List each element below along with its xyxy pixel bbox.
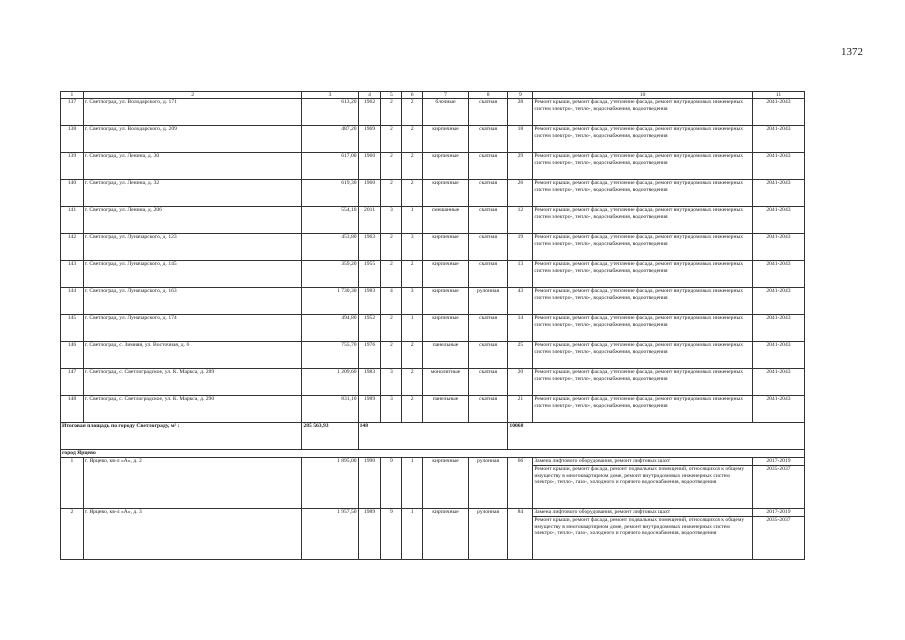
walls-cell: кирпичные — [423, 180, 469, 207]
entrances-cell: 2 — [402, 261, 423, 288]
table-row — [61, 369, 805, 396]
row-number: 1 — [61, 458, 84, 509]
year-cell: 1989 — [358, 509, 381, 560]
entrances-cell: 2 — [402, 99, 423, 126]
works-cell: Ремонт крыши, ремонт фасада, утепление фасада, ремонт внутридомовых инженерных систем электро-, тепло-, водоснабжения, водоотведения — [533, 261, 753, 288]
walls-cell: кирпичные — [423, 234, 469, 261]
apartments-cell: 20 — [508, 369, 533, 396]
apartments-cell: 18 — [508, 126, 533, 153]
floors-cell: 2 — [381, 261, 402, 288]
apartments-cell: 29 — [508, 153, 533, 180]
entrances-cell: 2 — [402, 180, 423, 207]
roof-cell: скатная — [468, 315, 508, 342]
area-cell: 1 209,60 — [302, 369, 358, 396]
city-heading: город Ярцево — [61, 450, 805, 458]
works-cell: Ремонт крыши, ремонт фасада, утепление фасада, ремонт внутридомовых инженерных систем электро-, тепло-, водоснабжения, водоотведения — [533, 153, 753, 180]
apartments-cell: 25 — [508, 342, 533, 369]
address-cell: г. Светлоград, ул. Луначарского, д. 123 — [83, 234, 302, 261]
period-cell: 2017-2019 — [752, 509, 804, 517]
address-cell: г. Светлоград, ул. Ленина, д. 206 — [83, 207, 302, 234]
row-number: 139 — [61, 153, 84, 180]
column-number: 4 — [358, 92, 381, 99]
entrances-cell: 3 — [402, 234, 423, 261]
walls-cell: смешанные — [423, 207, 469, 234]
row-number: 140 — [61, 180, 84, 207]
total-row — [61, 423, 805, 450]
column-number: 5 — [381, 92, 402, 99]
address-cell: г. Светлоград, ул. Ленина, д. 32 — [83, 180, 302, 207]
entrances-cell: 2 — [402, 153, 423, 180]
roof-cell: скатная — [468, 180, 508, 207]
area-cell: 619,30 — [302, 180, 358, 207]
column-number: 10 — [533, 92, 753, 99]
period-cell: 2041-2043 — [752, 315, 804, 342]
period-cell: 2041-2043 — [752, 288, 804, 315]
address-cell: г. Светлоград, ул. Володарского, д. 209 — [83, 126, 302, 153]
area-cell: 1 957,50 — [302, 509, 358, 560]
roof-cell: скатная — [468, 153, 508, 180]
row-number: 2 — [61, 509, 84, 560]
walls-cell: кирпичные — [423, 458, 469, 509]
floors-cell: 9 — [381, 458, 402, 509]
table-row — [61, 126, 805, 153]
row-number: 142 — [61, 234, 84, 261]
walls-cell: кирпичные — [423, 315, 469, 342]
address-cell: г. Светлоград, с. Светлоградское, ул. К. Маркса, д. 290 — [83, 396, 302, 423]
row-number: 148 — [61, 396, 84, 423]
row-number: 147 — [61, 369, 84, 396]
year-cell: 1990 — [358, 458, 381, 509]
walls-cell: панельные — [423, 396, 469, 423]
column-number: 11 — [752, 92, 804, 99]
address-cell: г. Ярцево, кв-л «А», д. 2 — [83, 458, 302, 509]
floors-cell: 3 — [381, 396, 402, 423]
year-cell: 1983 — [358, 369, 381, 396]
works-cell: Ремонт крыши, ремонт фасада, ремонт подвальных помещений, относящихся к общему имуществу в многоквартирном доме, ремонт внутридомовых инженерных систем электро-, тепло-, газо-, холодного и горячего водоснабжения, водоотведения — [533, 466, 753, 509]
floors-cell: 3 — [381, 207, 402, 234]
apartments-cell: 84 — [508, 509, 533, 560]
area-cell: 1 730,30 — [302, 288, 358, 315]
walls-cell: кирпичные — [423, 153, 469, 180]
works-cell: Ремонт крыши, ремонт фасада, утепление фасада, ремонт внутридомовых инженерных систем электро-, тепло-, водоснабжения, водоотведения — [533, 207, 753, 234]
entrances-cell: 1 — [402, 458, 423, 509]
works-cell: Ремонт крыши, ремонт фасада, утепление фасада, ремонт внутридомовых инженерных систем электро-, тепло-, водоснабжения, водоотведения — [533, 315, 753, 342]
floors-cell: 2 — [381, 153, 402, 180]
roof-cell: скатная — [468, 207, 508, 234]
entrances-cell: 2 — [402, 369, 423, 396]
apartments-cell: 13 — [508, 261, 533, 288]
column-number: 6 — [402, 92, 423, 99]
column-number: 9 — [508, 92, 533, 99]
period-cell: 2041-2043 — [752, 207, 804, 234]
total-label: Итоговая площадь по городу Светлограду, м² : — [61, 423, 302, 450]
year-cell: 1989 — [358, 396, 381, 423]
roof-cell: скатная — [468, 234, 508, 261]
floors-cell: 2 — [381, 315, 402, 342]
year-cell: 1952 — [358, 315, 381, 342]
year-cell: 1963 — [358, 234, 381, 261]
works-cell: Ремонт крыши, ремонт фасада, утепление фасада, ремонт внутридомовых инженерных систем электро-, тепло-, водоснабжения, водоотведения — [533, 180, 753, 207]
apartments-cell: 14 — [508, 315, 533, 342]
year-cell: 1969 — [358, 126, 381, 153]
entrances-cell: 2 — [402, 342, 423, 369]
total-apartments: 10068 — [508, 423, 805, 450]
total-count: 148 — [358, 423, 508, 450]
floors-cell: 2 — [381, 180, 402, 207]
address-cell: г. Светлоград, ул. Ленина, д. 30 — [83, 153, 302, 180]
table-row — [61, 342, 805, 369]
walls-cell: кирпичные — [423, 126, 469, 153]
entrances-cell: 1 — [402, 509, 423, 560]
table-row — [61, 458, 805, 466]
roof-cell: рулонная — [468, 509, 508, 560]
apartments-cell: 21 — [508, 396, 533, 423]
period-cell: 2041-2043 — [752, 180, 804, 207]
table-row — [61, 207, 805, 234]
period-cell: 2041-2043 — [752, 126, 804, 153]
housing-registry-table — [60, 91, 805, 560]
year-cell: 1962 — [358, 99, 381, 126]
area-cell: 755,70 — [302, 342, 358, 369]
area-cell: 453,80 — [302, 234, 358, 261]
works-cell: Ремонт крыши, ремонт фасада, утепление фасада, ремонт внутридомовых инженерных систем электро-, тепло-, водоснабжения, водоотведения — [533, 396, 753, 423]
roof-cell: скатная — [468, 126, 508, 153]
year-cell: 1960 — [358, 180, 381, 207]
year-cell: 1955 — [358, 261, 381, 288]
apartments-cell: 66 — [508, 458, 533, 509]
table-row — [61, 153, 805, 180]
address-cell: г. Светлоград, с. Зимняя, ул. Восточная, д. 6 — [83, 342, 302, 369]
page-number: 1372 — [841, 46, 863, 58]
table-row — [61, 396, 805, 423]
table-row — [61, 261, 805, 288]
address-cell: г. Ярцево, кв-л «А», д. 3 — [83, 509, 302, 560]
apartments-cell: 26 — [508, 180, 533, 207]
walls-cell: кирпичные — [423, 261, 469, 288]
roof-cell: скатная — [468, 369, 508, 396]
area-cell: 487,20 — [302, 126, 358, 153]
year-cell: 1976 — [358, 342, 381, 369]
column-number: 7 — [423, 92, 469, 99]
column-number: 8 — [468, 92, 508, 99]
row-number: 144 — [61, 288, 84, 315]
row-number: 141 — [61, 207, 84, 234]
works-cell: Ремонт крыши, ремонт фасада, ремонт подвальных помещений, относящихся к общему имуществу в многоквартирном доме, ремонт внутридомовых инженерных систем электро-, тепло-, газо-, холодного и горячего водоснабжения, водоотведения — [533, 517, 753, 560]
total-area: 285 563,93 — [302, 423, 358, 450]
floors-cell: 2 — [381, 99, 402, 126]
works-cell: Ремонт крыши, ремонт фасада, утепление фасада, ремонт внутридомовых инженерных систем электро-, тепло-, водоснабжения, водоотведения — [533, 369, 753, 396]
row-number: 143 — [61, 261, 84, 288]
floors-cell: 3 — [381, 369, 402, 396]
city-heading-row — [61, 450, 805, 458]
table-row — [61, 315, 805, 342]
table-row — [61, 509, 805, 517]
column-number: 2 — [83, 92, 302, 99]
walls-cell: кирпичные — [423, 288, 469, 315]
entrances-cell: 2 — [402, 396, 423, 423]
year-cell: 1960 — [358, 153, 381, 180]
works-cell: Замена лифтового оборудования, ремонт лифтовых шахт — [533, 458, 753, 466]
row-number: 137 — [61, 99, 84, 126]
roof-cell: скатная — [468, 99, 508, 126]
apartments-cell: 43 — [508, 288, 533, 315]
roof-cell: рулонная — [468, 458, 508, 509]
apartments-cell: 12 — [508, 207, 533, 234]
area-cell: 831,10 — [302, 396, 358, 423]
column-number: 1 — [61, 92, 84, 99]
table-row — [61, 99, 805, 126]
walls-cell: монолитные — [423, 369, 469, 396]
table-row — [61, 180, 805, 207]
area-cell: 554,10 — [302, 207, 358, 234]
area-cell: 613,20 — [302, 99, 358, 126]
entrances-cell: 1 — [402, 207, 423, 234]
address-cell: г. Светлоград, ул. Луначарского, д. 174 — [83, 315, 302, 342]
apartments-cell: 19 — [508, 234, 533, 261]
works-cell: Ремонт крыши, ремонт фасада, утепление фасада, ремонт внутридомовых инженерных систем электро-, тепло-, водоснабжения, водоотведения — [533, 288, 753, 315]
table-row — [61, 288, 805, 315]
floors-cell: 2 — [381, 234, 402, 261]
apartments-cell: 28 — [508, 99, 533, 126]
works-cell: Ремонт крыши, ремонт фасада, утепление фасада, ремонт внутридомовых инженерных систем электро-, тепло-, водоснабжения, водоотведения — [533, 234, 753, 261]
year-cell: 1983 — [358, 288, 381, 315]
works-cell: Ремонт крыши, ремонт фасада, утепление фасада, ремонт внутридомовых инженерных систем электро-, тепло-, водоснабжения, водоотведения — [533, 342, 753, 369]
walls-cell: блочные — [423, 99, 469, 126]
roof-cell: рулонная — [468, 288, 508, 315]
roof-cell: скатная — [468, 396, 508, 423]
address-cell: г. Светлоград, ул. Володарского, д. 171 — [83, 99, 302, 126]
row-number: 146 — [61, 342, 84, 369]
area-cell: 494,80 — [302, 315, 358, 342]
floors-cell: 9 — [381, 509, 402, 560]
works-cell: Ремонт крыши, ремонт фасада, утепление фасада, ремонт внутридомовых инженерных систем электро-, тепло-, водоснабжения, водоотведения — [533, 99, 753, 126]
period-cell: 2041-2043 — [752, 153, 804, 180]
table-row — [61, 234, 805, 261]
walls-cell: кирпичные — [423, 509, 469, 560]
roof-cell: скатная — [468, 261, 508, 288]
period-cell: 2041-2043 — [752, 342, 804, 369]
walls-cell: панельные — [423, 342, 469, 369]
period-cell: 2017-2019 — [752, 458, 804, 466]
period-cell: 2041-2043 — [752, 369, 804, 396]
period-cell: 2041-2043 — [752, 396, 804, 423]
entrances-cell: 2 — [402, 126, 423, 153]
works-cell: Ремонт крыши, ремонт фасада, утепление фасада, ремонт внутридомовых инженерных систем электро-, тепло-, водоснабжения, водоотведения — [533, 126, 753, 153]
period-cell: 2041-2043 — [752, 261, 804, 288]
floors-cell: 2 — [381, 126, 402, 153]
entrances-cell: 3 — [402, 288, 423, 315]
area-cell: 1 895,00 — [302, 458, 358, 509]
period-cell: 2041-2043 — [752, 99, 804, 126]
area-cell: 617,00 — [302, 153, 358, 180]
floors-cell: 4 — [381, 288, 402, 315]
row-number: 138 — [61, 126, 84, 153]
period-cell: 2035-2037 — [752, 466, 804, 509]
row-number: 145 — [61, 315, 84, 342]
year-cell: 2011 — [358, 207, 381, 234]
address-cell: г. Светлоград, ул. Луначарского, д. 145 — [83, 261, 302, 288]
period-cell: 2041-2043 — [752, 234, 804, 261]
address-cell: г. Светлоград, с. Светлоградское, ул. К. Маркса, д. 289 — [83, 369, 302, 396]
column-number-row — [61, 92, 805, 99]
column-number: 3 — [302, 92, 358, 99]
area-cell: 359,20 — [302, 261, 358, 288]
works-cell: Замена лифтового оборудования, ремонт лифтовых шахт — [533, 509, 753, 517]
roof-cell: скатная — [468, 342, 508, 369]
entrances-cell: 1 — [402, 315, 423, 342]
floors-cell: 2 — [381, 342, 402, 369]
address-cell: г. Светлоград, ул. Луначарского, д. 163 — [83, 288, 302, 315]
period-cell: 2035-2037 — [752, 517, 804, 560]
